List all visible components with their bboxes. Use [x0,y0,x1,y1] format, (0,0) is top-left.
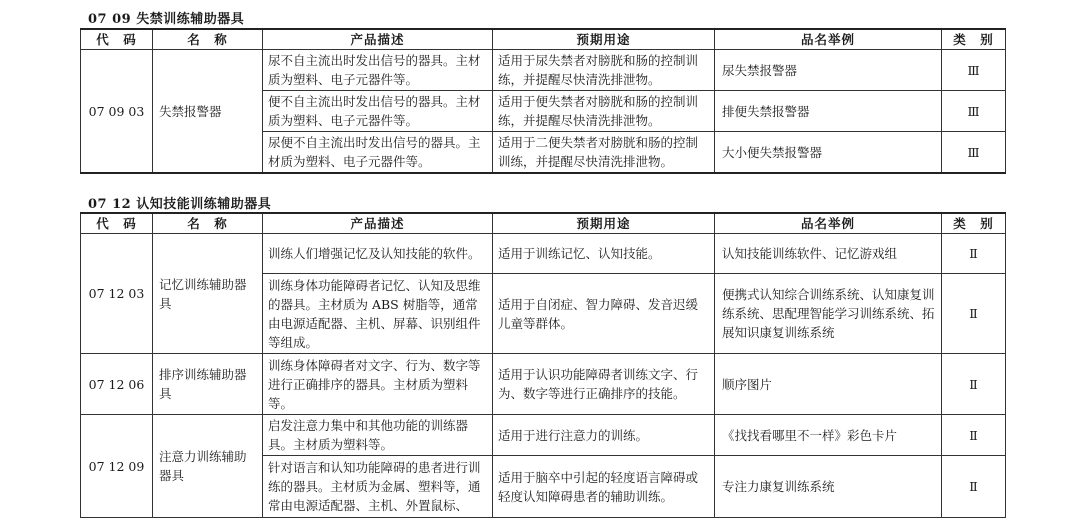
product-description: 训练身体功能障碍者记忆、认知及思维的器具。主材质为 ABS 树脂等，通常由电源适配器、主机、屏幕、识别组件等组成。 [263,274,493,354]
header-class: 类 别 [942,213,1006,234]
header-class: 类 别 [942,29,1006,50]
product-class: Ⅲ [942,91,1006,132]
product-class: Ⅱ [942,274,1006,354]
header-name: 名 称 [153,29,263,50]
table-row [81,234,1006,274]
header-use: 预期用途 [493,213,715,234]
product-description: 训练人们增强记忆及认知技能的软件。 [263,234,493,274]
product-example: 认知技能训练软件、记忆游戏组 [715,234,942,274]
intended-use: 适用于便失禁者对膀胱和肠的控制训练，并提醒尽快清洗排泄物。 [493,91,715,132]
intended-use: 适用于自闭症、智力障碍、发音迟缓儿童等群体。 [493,274,715,354]
product-example: 排便失禁报警器 [715,91,942,132]
section-title-cognitive: 07 12 认知技能训练辅助器具 [88,197,272,212]
product-description: 尿便不自主流出时发出信号的器具。主材质为塑料、电子元器件等。 [263,132,493,174]
product-example: 大小便失禁报警器 [715,132,942,174]
header-desc: 产品描述 [263,29,493,50]
product-description: 便不自主流出时发出信号的器具。主材质为塑料、电子元器件等。 [263,91,493,132]
item-code: 07 09 03 [81,50,153,174]
table-header-row [81,29,1006,50]
item-code: 07 12 09 [81,415,153,518]
product-description: 尿不自主流出时发出信号的器具。主材质为塑料、电子元器件等。 [263,50,493,91]
header-use: 预期用途 [493,29,715,50]
table-row [81,50,1006,91]
table-row [81,354,1006,415]
incontinence-table [80,28,1006,174]
item-code: 07 12 03 [81,234,153,354]
intended-use: 适用于训练记忆、认知技能。 [493,234,715,274]
header-name: 名 称 [153,213,263,234]
header-example: 品名举例 [715,213,942,234]
intended-use: 适用于认识功能障碍者训练文字、行为、数字等进行正确排序的技能。 [493,354,715,415]
product-description: 训练身体障碍者对文字、行为、数字等进行正确排序的器具。主材质为塑料等。 [263,354,493,415]
header-code: 代 码 [81,213,153,234]
product-example: 《找找看哪里不一样》彩色卡片 [715,415,942,456]
item-name: 注意力训练辅助器具 [153,415,263,518]
table-header-row [81,213,1006,234]
product-example: 专注力康复训练系统 [715,456,942,518]
product-class: Ⅱ [942,456,1006,518]
intended-use: 适用于二便失禁者对膀胱和肠的控制训练，并提醒尽快清洗排泄物。 [493,132,715,174]
product-class: Ⅱ [942,415,1006,456]
intended-use: 适用于进行注意力的训练。 [493,415,715,456]
product-class: Ⅲ [942,50,1006,91]
intended-use: 适用于尿失禁者对膀胱和肠的控制训练，并提醒尽快清洗排泄物。 [493,50,715,91]
item-name: 记忆训练辅助器具 [153,234,263,354]
header-example: 品名举例 [715,29,942,50]
product-class: Ⅱ [942,234,1006,274]
cognitive-table [80,212,1006,518]
section-title-incontinence: 07 09 失禁训练辅助器具 [88,12,245,27]
product-description: 针对语言和认知功能障碍的患者进行训练的器具。主材质为金属、塑料等，通常由电源适配器、主机、外置鼠标、 [263,456,493,518]
product-example: 便携式认知综合训练系统、认知康复训练系统、思配理智能学习训练系统、拓展知识康复训练系统 [715,274,942,354]
intended-use: 适用于脑卒中引起的轻度语言障碍或轻度认知障碍患者的辅助训练。 [493,456,715,518]
product-class: Ⅱ [942,354,1006,415]
item-name: 失禁报警器 [153,50,263,174]
header-code: 代 码 [81,29,153,50]
product-example: 尿失禁报警器 [715,50,942,91]
product-description: 启发注意力集中和其他功能的训练器具。主材质为塑料等。 [263,415,493,456]
product-class: Ⅲ [942,132,1006,174]
item-name: 排序训练辅助器具 [153,354,263,415]
item-code: 07 12 06 [81,354,153,415]
header-desc: 产品描述 [263,213,493,234]
table-row [81,415,1006,456]
product-example: 顺序图片 [715,354,942,415]
